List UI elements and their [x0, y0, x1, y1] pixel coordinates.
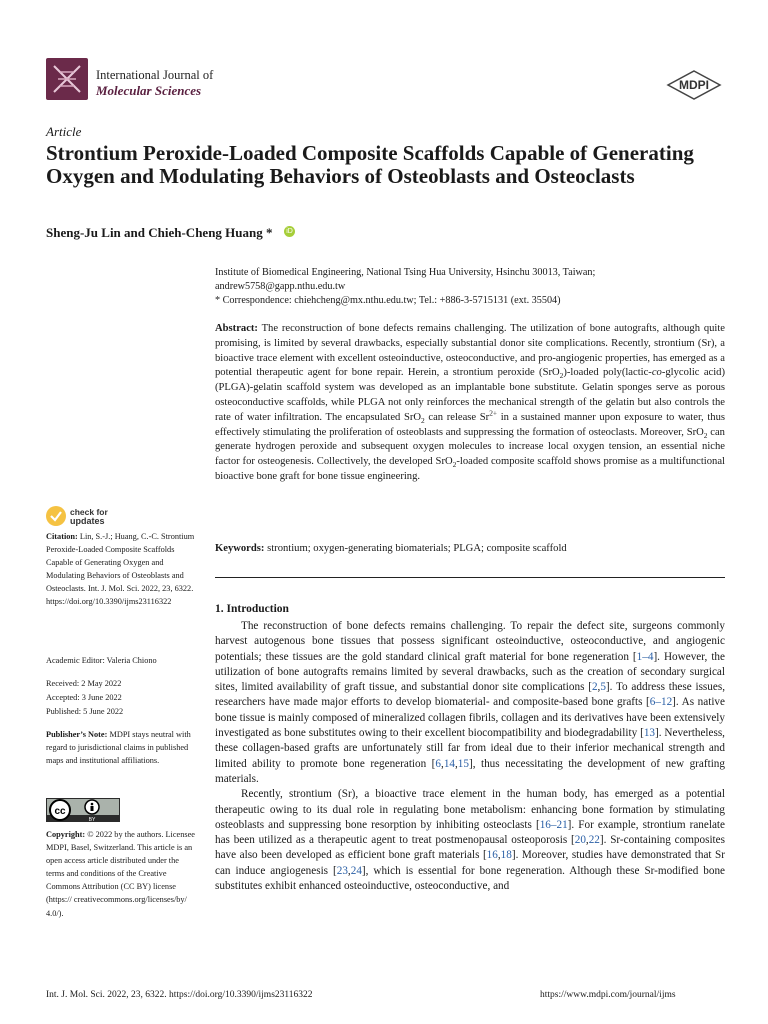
article-type: Article: [46, 124, 82, 139]
check-label-line2: updates: [70, 516, 105, 526]
check-label-line1: check for: [70, 507, 108, 517]
citation-label: Citation:: [46, 532, 78, 541]
svg-text:cc: cc: [54, 806, 66, 817]
author-list: Sheng-Ju Lin and Chieh-Cheng Huang *: [46, 225, 273, 240]
article-title: Strontium Peroxide-Loaded Composite Scaffolds Capable of Generating Oxygen and Modulating Behaviors of Osteoblasts and Osteoclasts: [46, 141, 694, 188]
accepted-date: Accepted: 3 June 2022: [46, 693, 122, 702]
journal-name-line2: Molecular Sciences: [96, 83, 202, 98]
citation-text: Lin, S.-J.; Huang, C.-C. Strontium Peroxide-Loaded Composite Scaffolds Capable of Generating Oxygen and Modulating Behaviors of Osteoblasts and Osteoclasts. Int. J. Mol. Sci. 2022, 23, 6322. https://doi.org/10.3390/ijms23116322: [46, 532, 195, 607]
correspondence: * Correspondence: chiehcheng@mx.nthu.edu.tw; Tel.: +886-3-5715131 (ext. 35504): [215, 295, 561, 306]
section-divider: [215, 577, 725, 578]
keywords-label: Keywords:: [215, 543, 265, 554]
publishers-note: [46, 728, 196, 767]
introduction-body: The reconstruction of bone defects remains challenging. To repair the defect site, surgeons commonly harvest autogenous bone tissues that possess significant osteoinductive, osteoconductive, and angiogenic potentials; these tissues are the gold standard clinical graft material for bone regeneration [1–4]. However, the utilization of bone autografts remains limited by several drawbacks, such as the creation of secondary surgical sites, limited availability of graft tissue, and substantial donor site complications [2,5]. To address these issues, researchers have made major efforts to develop biomaterial- and composite-based bone grafts [6–12]. As native bone tissue is mainly composed of mineralized collagen fibrils, collagen and its derivatives have been extensively investigated as bone substitutes owing to their excellent biocompatibility and biodegradability [13]. Nevertheless, these collagen-based grafts are unfortunately still far from ideal due to their inferior mechanical strength and limited ability to promote bone regeneration [6,14,15], thus necessitating the development of new grafting materials. Recently, strontium (Sr), a bioactive trace element in the human body, has emerged as a potential therapeutic owing to its dual role in regulating bone metabolism: enhancing bone formation by stimulating osteoblasts and suppressing bone resorption by inhibiting osteoclasts [16–21]. For example, strontium ranelate has been utilized as a therapeutic agent to treat postmenopausal osteoporosis [20,22]. Sr-containing composites have also been developed as efficient bone graft materials [16,18]. Moreover, studies have demonstrated that Sr can induce angiogenesis [23,24], which is essential for bone regeneration. Although these Sr-modified bone substitutes exhibit enhanced osteoinductive, osteoconductive, and: [215, 620, 725, 893]
check-for-updates-badge[interactable]: [46, 506, 142, 528]
author-email[interactable]: andrew5758@gapp.nthu.edu.tw: [215, 281, 346, 292]
received-date: Received: 2 May 2022: [46, 679, 122, 688]
section-heading: 1. Introduction: [215, 603, 289, 615]
keywords: [215, 543, 725, 554]
copyright-text: © 2022 by the authors. Licensee MDPI, Basel, Switzerland. This article is an open access article distributed under the terms and conditions of the Creative Commons Attribution (CC BY) license (https:// creativecommons.org/licenses/by/ 4.0/).: [46, 830, 195, 918]
publisher-name: MDPI: [679, 78, 709, 92]
affiliation: Institute of Biomedical Engineering, National Tsing Hua University, Hsinchu 30013, Taiwan;: [215, 267, 596, 278]
journal-name-line1: International Journal of: [96, 68, 214, 82]
keywords-list: strontium; oxygen-generating biomaterials; PLGA; composite scaffold: [267, 543, 567, 554]
footer-citation: Int. J. Mol. Sci. 2022, 23, 6322. https://doi.org/10.3390/ijms23116322: [46, 990, 313, 1000]
svg-text:BY: BY: [88, 817, 96, 822]
journal-logo: [46, 58, 88, 100]
publishers-note-text: MDPI stays neutral with regard to jurisdictional claims in published maps and institutional affiliations.: [46, 730, 191, 766]
abstract: Abstract: The reconstruction of bone defects remains challenging. The utilization of bone autografts, although quite promising, is limited by several drawbacks, especially substantial donor site complications. Recently, strontium (Sr), a bioactive trace element with excellent osteoinductive, osteoconductive, and pro-angiogenic properties, has emerged as a potential therapeutic agent for bone repair. Herein, a strontium peroxide (SrO$_2$)-loaded poly(lactic-co-glycolic acid) (PLGA)-gelatin scaffold system was developed as an implantable bone substitute. Gelatin sponges serve as porous osteoconductive scaffolds, while PLGA not only reinforces the mechanical strength of the gelatin but also controls the rate of water infiltration. The encapsulated SrO$_2$ can release $Sr^{2+}$ in a sustained manner upon exposure to water, thus effectively stimulating the proliferation of osteoblasts and suppressing the formation of osteoclasts. Moreover, SrO$_2$ can generate hydrogen peroxide and subsequent oxygen molecules to increase local oxygen tension, an essential niche factor for osteogenesis. Collectively, the developed SrO$_2$-loaded composite scaffold shows promise as a multifunctional bioactive bone graft for bone tissue engineering.: [215, 323, 725, 482]
citation: [46, 530, 196, 609]
orcid-icon[interactable]: iD: [284, 226, 295, 237]
published-date: Published: 5 June 2022: [46, 707, 124, 716]
copyright-label: Copyright:: [46, 830, 86, 839]
mdpi-logo: [666, 70, 722, 100]
academic-editor: Academic Editor: Valeria Chiono: [46, 656, 157, 665]
footer-journal-url[interactable]: https://www.mdpi.com/journal/ijms: [540, 990, 676, 1000]
publishers-note-label: Publisher’s Note:: [46, 730, 108, 739]
check-icon: [46, 506, 66, 526]
copyright: [46, 828, 196, 920]
cc-by-license-icon[interactable]: [46, 798, 120, 822]
